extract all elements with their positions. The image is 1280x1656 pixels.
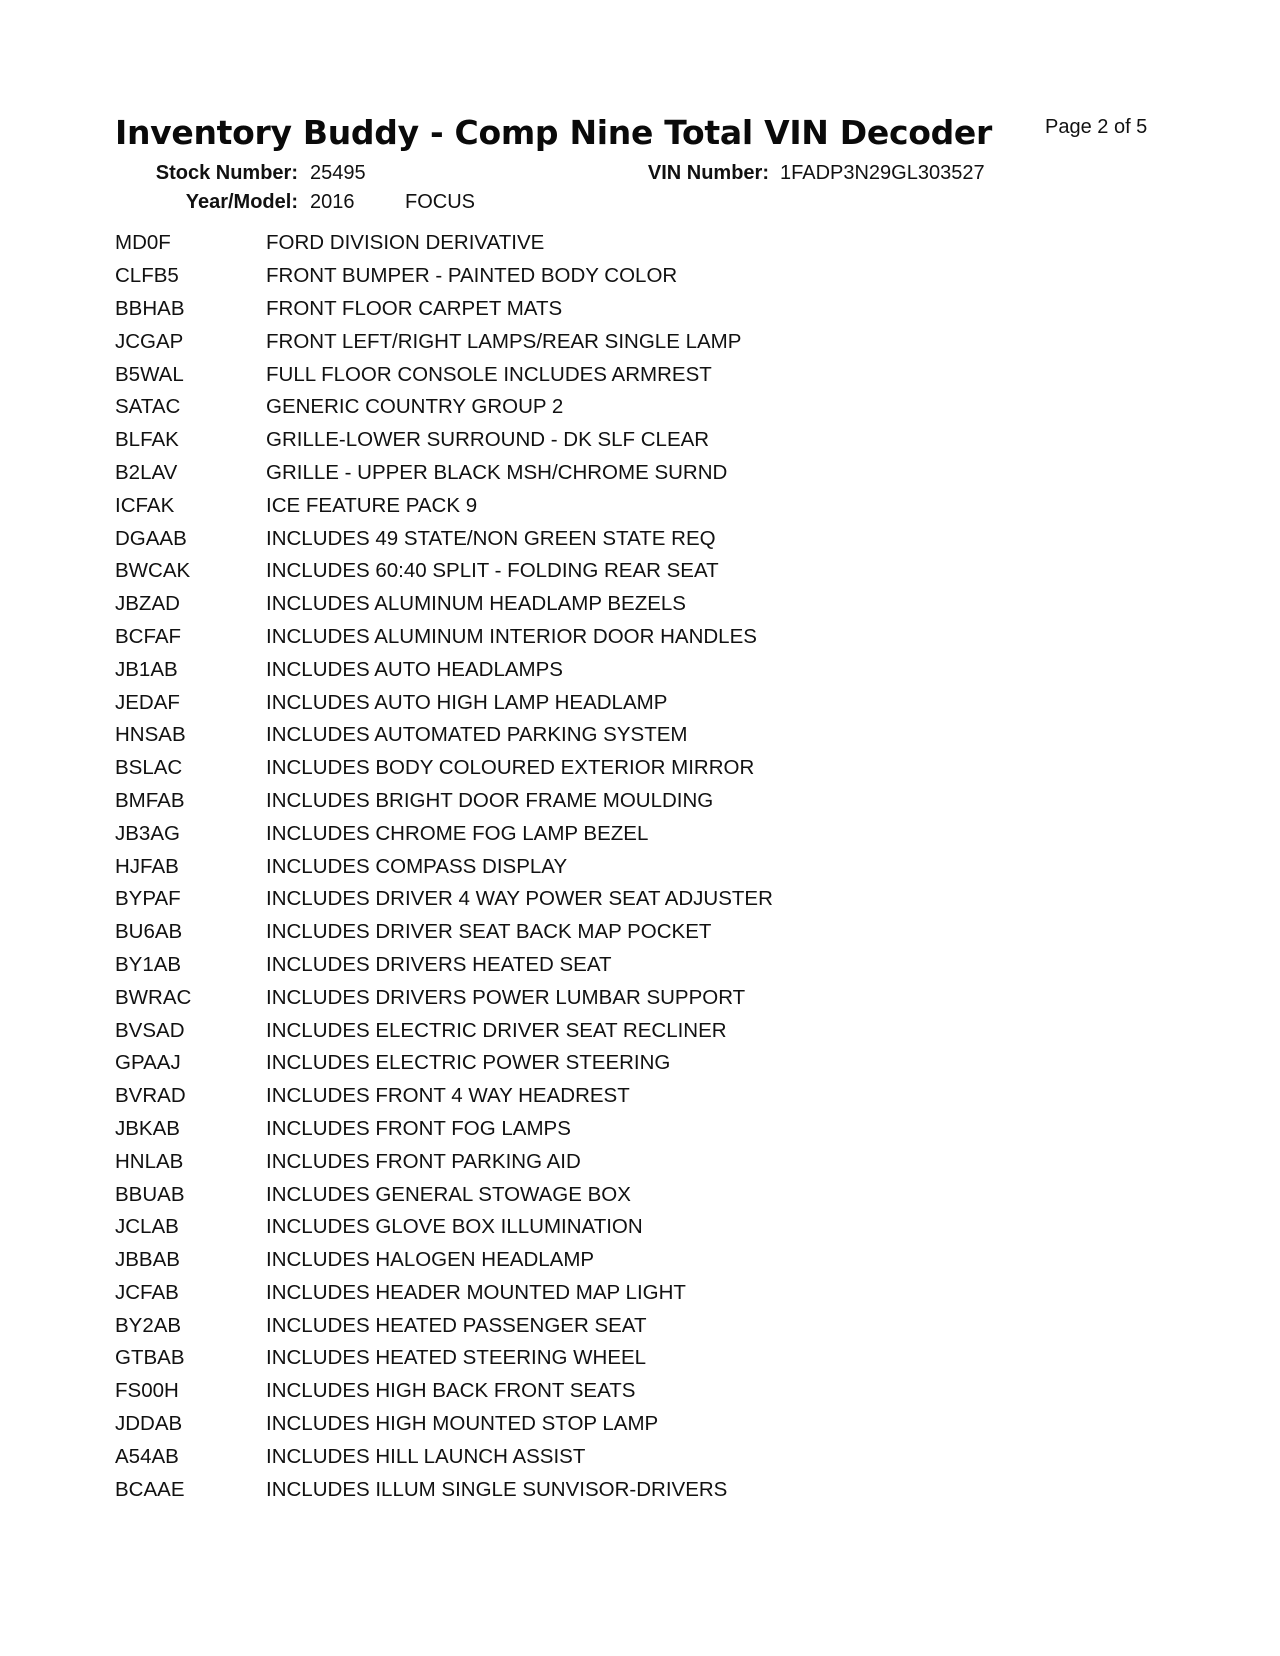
list-item <box>115 1047 1015 1080</box>
option-code: BVRAD <box>115 1084 186 1108</box>
list-item <box>115 424 1015 457</box>
option-code: MD0F <box>115 231 171 255</box>
list-item <box>115 686 1015 719</box>
option-code: BY2AB <box>115 1313 182 1337</box>
option-description: INCLUDES BRIGHT DOOR FRAME MOULDING <box>266 788 714 812</box>
option-description: GRILLE - UPPER BLACK MSH/CHROME SURND <box>266 460 728 484</box>
option-description: INCLUDES 49 STATE/NON GREEN STATE REQ <box>266 526 716 550</box>
option-description: INCLUDES ALUMINUM INTERIOR DOOR HANDLES <box>266 624 757 648</box>
option-description: INCLUDES ILLUM SINGLE SUNVISOR-DRIVERS <box>266 1477 728 1501</box>
list-item <box>115 621 1015 654</box>
option-code: B5WAL <box>115 362 184 386</box>
option-code: HNSAB <box>115 723 186 747</box>
list-item <box>115 653 1015 686</box>
option-code: JCLAB <box>115 1215 179 1239</box>
option-description: INCLUDES DRIVERS HEATED SEAT <box>266 952 612 976</box>
list-item <box>115 1014 1015 1047</box>
list-item <box>115 785 1015 818</box>
list-item <box>115 1178 1015 1211</box>
year-model-label: Year/Model: <box>185 191 298 213</box>
option-code: FS00H <box>115 1379 179 1403</box>
option-code: JBBAB <box>115 1248 180 1272</box>
list-item <box>115 1277 1015 1310</box>
option-code: A54AB <box>115 1444 179 1468</box>
option-description: INCLUDES HIGH BACK FRONT SEATS <box>266 1379 636 1403</box>
year-value: 2016 <box>310 191 355 213</box>
list-item <box>115 358 1015 391</box>
list-item <box>115 752 1015 785</box>
vin-number-value: 1FADP3N29GL303527 <box>780 162 985 184</box>
list-item <box>115 489 1015 522</box>
list-item <box>115 1244 1015 1277</box>
option-description: INCLUDES FRONT 4 WAY HEADREST <box>266 1084 630 1108</box>
list-item <box>115 949 1015 982</box>
list-item <box>115 588 1015 621</box>
option-description: INCLUDES HEADER MOUNTED MAP LIGHT <box>266 1280 686 1304</box>
page-title: Inventory Buddy - Comp Nine Total VIN Decoder <box>115 113 992 152</box>
option-code: BU6AB <box>115 920 183 944</box>
option-code: BYPAF <box>115 887 181 911</box>
option-description: FULL FLOOR CONSOLE INCLUDES ARMREST <box>266 362 712 386</box>
option-description: INCLUDES AUTOMATED PARKING SYSTEM <box>266 723 688 747</box>
option-codes-list <box>115 227 1015 1506</box>
list-item <box>115 981 1015 1014</box>
list-item <box>115 522 1015 555</box>
option-code: BSLAC <box>115 756 183 780</box>
list-item <box>115 1113 1015 1146</box>
option-description: FORD DIVISION DERIVATIVE <box>266 231 545 255</box>
option-description: INCLUDES COMPASS DISPLAY <box>266 854 568 878</box>
list-item <box>115 555 1015 588</box>
option-description: INCLUDES BODY COLOURED EXTERIOR MIRROR <box>266 756 755 780</box>
option-code: BBHAB <box>115 296 185 320</box>
option-description: INCLUDES DRIVERS POWER LUMBAR SUPPORT <box>266 985 746 1009</box>
option-description: FRONT FLOOR CARPET MATS <box>266 296 563 320</box>
list-item <box>115 1145 1015 1178</box>
list-item <box>115 227 1015 260</box>
option-code: JB1AB <box>115 657 178 681</box>
option-description: INCLUDES CHROME FOG LAMP BEZEL <box>266 821 649 845</box>
stock-number-value: 25495 <box>310 162 366 184</box>
option-description: INCLUDES HEATED STEERING WHEEL <box>266 1346 647 1370</box>
option-code: CLFB5 <box>115 264 179 288</box>
option-code: JDDAB <box>115 1412 183 1436</box>
option-code: BCAAE <box>115 1477 185 1501</box>
option-code: SATAC <box>115 395 181 419</box>
option-description: INCLUDES HALOGEN HEADLAMP <box>266 1248 595 1272</box>
list-item <box>115 817 1015 850</box>
option-description: INCLUDES FRONT FOG LAMPS <box>266 1116 571 1140</box>
option-description: ICE FEATURE PACK 9 <box>266 493 478 517</box>
list-item <box>115 293 1015 326</box>
list-item <box>115 260 1015 293</box>
list-item <box>115 391 1015 424</box>
list-item <box>115 1473 1015 1506</box>
option-code: BWRAC <box>115 985 192 1009</box>
option-code: JCFAB <box>115 1280 179 1304</box>
list-item <box>115 916 1015 949</box>
option-code: BCFAF <box>115 624 182 648</box>
option-code: JEDAF <box>115 690 180 714</box>
list-item <box>115 1309 1015 1342</box>
option-code: JBKAB <box>115 1116 180 1140</box>
option-code: GTBAB <box>115 1346 185 1370</box>
option-description: INCLUDES DRIVER 4 WAY POWER SEAT ADJUSTER <box>266 887 773 911</box>
option-description: INCLUDES 60:40 SPLIT - FOLDING REAR SEAT <box>266 559 719 583</box>
option-code: BWCAK <box>115 559 191 583</box>
option-code: GPAAJ <box>115 1051 181 1075</box>
option-description: INCLUDES HILL LAUNCH ASSIST <box>266 1444 586 1468</box>
option-description: FRONT BUMPER - PAINTED BODY COLOR <box>266 264 678 288</box>
list-item <box>115 457 1015 490</box>
option-code: BVSAD <box>115 1018 185 1042</box>
model-value: FOCUS <box>405 191 475 213</box>
option-description: GENERIC COUNTRY GROUP 2 <box>266 395 564 419</box>
option-description: INCLUDES HIGH MOUNTED STOP LAMP <box>266 1412 659 1436</box>
option-code: BLFAK <box>115 428 179 452</box>
list-item <box>115 1408 1015 1441</box>
option-code: JBZAD <box>115 592 180 616</box>
option-description: INCLUDES DRIVER SEAT BACK MAP POCKET <box>266 920 712 944</box>
list-item <box>115 325 1015 358</box>
option-code: HNLAB <box>115 1149 184 1173</box>
option-code: JCGAP <box>115 329 184 353</box>
option-code: DGAAB <box>115 526 187 550</box>
list-item <box>115 1440 1015 1473</box>
option-description: GRILLE-LOWER SURROUND - DK SLF CLEAR <box>266 428 710 452</box>
option-code: BY1AB <box>115 952 182 976</box>
option-code: JB3AG <box>115 821 180 845</box>
option-description: INCLUDES ELECTRIC DRIVER SEAT RECLINER <box>266 1018 727 1042</box>
option-description: INCLUDES GLOVE BOX ILLUMINATION <box>266 1215 643 1239</box>
option-description: INCLUDES GENERAL STOWAGE BOX <box>266 1182 631 1206</box>
list-item <box>115 883 1015 916</box>
option-description: FRONT LEFT/RIGHT LAMPS/REAR SINGLE LAMP <box>266 329 742 353</box>
option-code: ICFAK <box>115 493 175 517</box>
option-code: B2LAV <box>115 460 178 484</box>
option-code: BBUAB <box>115 1182 185 1206</box>
stock-number-label: Stock Number: <box>155 162 298 184</box>
list-item <box>115 1342 1015 1375</box>
list-item <box>115 1375 1015 1408</box>
page-number: Page 2 of 5 <box>1045 116 1148 138</box>
vin-number-label: VIN Number: <box>647 162 769 184</box>
list-item <box>115 1080 1015 1113</box>
option-description: INCLUDES AUTO HEADLAMPS <box>266 657 563 681</box>
option-code: HJFAB <box>115 854 179 878</box>
list-item <box>115 719 1015 752</box>
option-code: BMFAB <box>115 788 185 812</box>
option-description: INCLUDES ELECTRIC POWER STEERING <box>266 1051 671 1075</box>
list-item <box>115 1211 1015 1244</box>
option-description: INCLUDES FRONT PARKING AID <box>266 1149 581 1173</box>
option-description: INCLUDES AUTO HIGH LAMP HEADLAMP <box>266 690 668 714</box>
option-description: INCLUDES HEATED PASSENGER SEAT <box>266 1313 647 1337</box>
list-item <box>115 850 1015 883</box>
option-description: INCLUDES ALUMINUM HEADLAMP BEZELS <box>266 592 686 616</box>
